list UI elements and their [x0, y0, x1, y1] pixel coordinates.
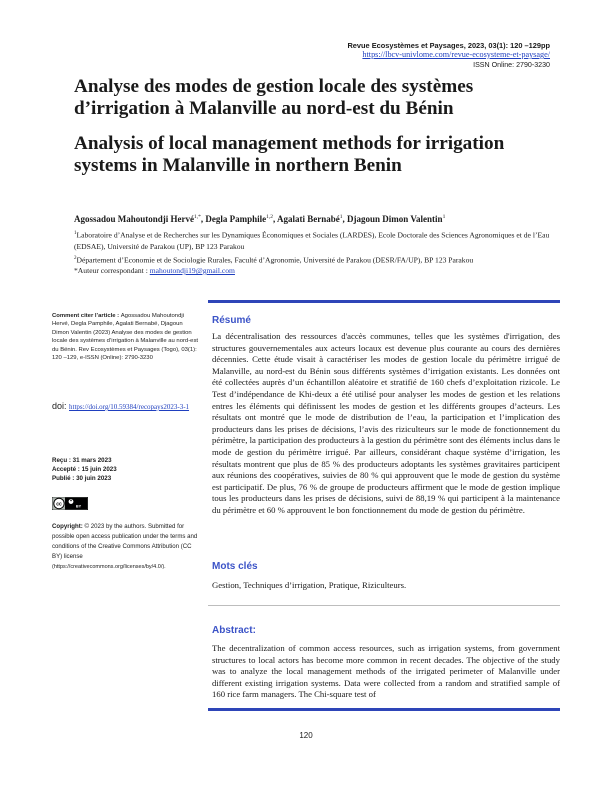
keywords-divider [208, 605, 560, 606]
corresponding-label: *Auteur correspondant : [74, 266, 150, 275]
affiliation-1-sup: 1 [74, 231, 77, 236]
doi-link[interactable]: https://doi.org/10.59384/recopays2023-3-1 [69, 403, 190, 411]
affiliation-2 [74, 253, 564, 266]
resume-body: La décentralisation des ressources d'accès communes, telles que les systèmes d'irrigation, des structures gouvernementales aux acteurs locaux est devenue plus courante au cours des dernières décennies. Cette étude visait à caractériser les modes de gestion locale du périmètre irrigué de Malanville, au nord-est du Bénin sous différents systèmes d’irrigation existants. Les données ont été collectées auprès d’un échantillon aléatoire et stratifié de 160 chefs d’exploitation rizicole. Le Test d’indépendance de Khi-deux a été utilisé pour analyser les modes de gestion et les relations entres les éléments qui définissent les modes de gestion et les différents groupes d’acteurs. Les résultats ont montré que le mode de distribution de l’eau, la participation et l’implication des producteurs dans les prises de décisions, l’avis des riziculteurs sur le mode de fonctionnement du périmètre, la participation des producteurs à la gestion du périmètre sont des éléments inclus dans le mode de gestion du périmètre irrigué. Par ailleurs, considérant chaque système d’irrigation, les résultats montrent que plus de 85 % des producteurs adoptants les systèmes gravitaires participent aux réunions des coopératives, suivies de 80 % qui approuvent que le mode de gestion du système est participatif. De plus, 76 % de groupe de producteurs affirment que le mode de gestion implique tous les producteurs dans les prises de décisions, suivi de 88,19 % qui participent à la maintenance du périmètre et 60 % approuvent le bon fonctionnement du mode de gestion du périmètre. [212, 331, 560, 515]
issn-line: ISSN Online: 2790-3230 [473, 61, 550, 69]
date-published: Publié : 30 juin 2023 [52, 475, 112, 482]
affiliation-1-text: Laboratoire d’Analyse et de Recherches sur les Dynamiques Économiques et Sociales (LARDES), Ecole Doctorale des Sciences Agronomiques et de l’Eau (EDSAE), Université de Parakou (UP), BP 123 Parakou [74, 230, 550, 251]
author-list [74, 214, 445, 224]
doi-block [52, 402, 202, 413]
author-separator: , [200, 214, 206, 224]
publication-dates [52, 456, 117, 483]
copyright-text: © 2023 by the authors. Submitted for possible open access publication under the terms and conditions of the Creative Commons Attribution (CC BY) license [52, 523, 198, 560]
affiliation-2-sup: 2 [74, 256, 77, 261]
keywords-fr-text: Gestion, Techniques d’irrigation, Pratique, Riziculteurs. [212, 580, 407, 590]
author-affiliation-sup: 1 [442, 214, 446, 220]
title-french: Analyse des modes de gestion locale des systèmes d’irrigation à Malanville au nord-est du Bénin [74, 76, 474, 119]
affiliation-1 [74, 228, 564, 252]
author-name: Djagoun Dimon Valentin [347, 214, 443, 224]
corresponding-email-link[interactable]: mahoutondji19@gmail.com [149, 266, 235, 275]
abstract-body: The decentralization of common access resources, such as irrigation systems, from government structures to local actors has become more common in recent decades. The objective of the study was to analyze the local management methods of the irrigated perimeter of Malanville under different existing irrigation systems. Data were collected from a random and stratified sample of 160 rice farm managers. The Chi-square test of [212, 643, 560, 700]
journal-url-link[interactable]: https://lbcv-univlome.com/revue-ecosysteme-et-paysage/ [362, 50, 550, 59]
journal-citation-line: Revue Ecosystèmes et Paysages, 2023, 03(1): 120 –129pp [347, 41, 550, 50]
author-name: Agossadou Mahoutondji Hervé [74, 214, 195, 224]
affiliation-2-text: Département d’Economie et de Sociologie Rurales, Faculté d’Agronomie, Université de Parakou (DESR/FA/UP), BP 123 Parakou [76, 255, 474, 265]
how-to-cite [52, 312, 200, 362]
author-affiliation-sup: 1 [339, 214, 343, 220]
author-separator: , [273, 214, 278, 224]
how-to-cite-label: Comment citer l’article : [52, 313, 121, 319]
license-url[interactable]: (https://creativecommons.org/licenses/by/4.0/). [52, 564, 166, 570]
author-separator: , [342, 214, 348, 224]
abstract-heading: Abstract: [212, 625, 256, 636]
date-accepted: Accepté : 15 juin 2023 [52, 466, 117, 473]
keywords-fr-heading: Mots clés [212, 561, 258, 572]
copyright-label: Copyright: [52, 523, 83, 530]
top-rule-divider [208, 300, 560, 303]
copyright-notice [52, 522, 202, 572]
author-affiliation-sup: 1,* [194, 214, 201, 220]
corresponding-author [74, 265, 564, 276]
page-number: 120 [299, 731, 313, 740]
resume-heading: Résumé [212, 315, 251, 326]
title-english: Analysis of local management methods for irrigation systems in Malanville in northern Benin [74, 133, 505, 176]
doi-label: doi: [52, 401, 70, 411]
author-affiliation-sup: 1,2 [266, 214, 274, 220]
cc-by-license-icon[interactable] [52, 497, 88, 510]
bottom-rule-divider [208, 708, 560, 711]
cc-text: cc [56, 501, 62, 508]
cc-by-text: BY [75, 504, 82, 509]
author-name: Degla Pamphile [205, 214, 267, 224]
date-received: Reçu : 31 mars 2023 [52, 457, 112, 464]
how-to-cite-text: Agossadou Mahoutondji Hervé, Degla Pamphile, Agalati Bernabé, Djagoun Dimon Valentin (2023) Analyse des modes de gestion locale des systèmes d’irrigation à Malanville au nord-est du Bénin. Rev Ecosystèmes et Paysages (Togo), 03(1): 120 –129, e-ISSN (Online): 2790-3230 [52, 313, 199, 362]
author-name: Agalati Bernabé [277, 214, 340, 224]
